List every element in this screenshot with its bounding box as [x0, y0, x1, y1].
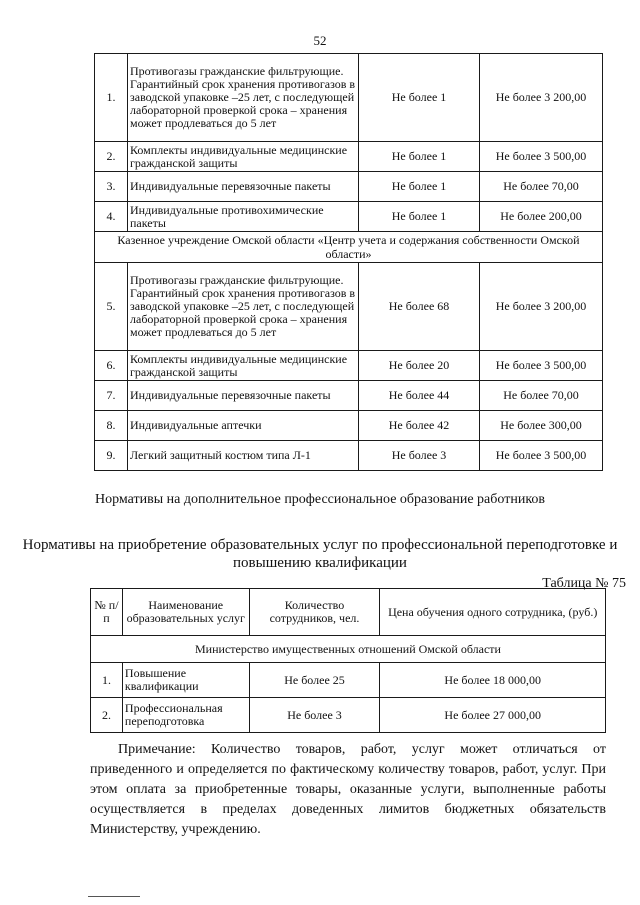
item-name: Индивидуальные перевязочные пакеты	[128, 381, 359, 411]
item-name: Противогазы гражданские фильтрующие. Гарантийный срок хранения противогазов в заводской упаковке –25 лет, с последующей лабораторной проверкой срока – хранения может продлеваться до 5 лет	[128, 263, 359, 351]
table-row	[95, 232, 603, 263]
item-price: Не более 300,00	[480, 411, 603, 441]
row-number: 2.	[91, 698, 123, 733]
item-quantity: Не более 1	[359, 142, 480, 172]
training-cost: Не более 27 000,00	[380, 698, 606, 733]
item-quantity: Не более 68	[359, 263, 480, 351]
item-name: Легкий защитный костюм типа Л-1	[128, 441, 359, 471]
organization-header: Министерство имущественных отношений Омской области	[91, 636, 606, 663]
row-number: 6.	[95, 351, 128, 381]
training-cost: Не более 18 000,00	[380, 663, 606, 698]
item-price: Не более 70,00	[480, 381, 603, 411]
row-number: 1.	[91, 663, 123, 698]
row-number: 1.	[95, 54, 128, 142]
item-price: Не более 70,00	[480, 172, 603, 202]
item-quantity: Не более 1	[359, 54, 480, 142]
table-row	[95, 54, 603, 142]
row-number: 5.	[95, 263, 128, 351]
item-quantity: Не более 1	[359, 172, 480, 202]
row-number: 7.	[95, 381, 128, 411]
item-price: Не более 3 500,00	[480, 441, 603, 471]
table-row	[95, 172, 603, 202]
service-name: Профессиональная переподготовка	[122, 698, 249, 733]
footnote-divider	[88, 896, 140, 897]
table-row	[91, 698, 606, 733]
item-name: Индивидуальные аптечки	[128, 411, 359, 441]
staff-count: Не более 3	[249, 698, 380, 733]
item-name: Противогазы гражданские фильтрующие. Гарантийный срок хранения противогазов в заводской упаковке –25 лет, с последующей лабораторной проверкой срока – хранения может продлеваться до 5 лет	[128, 54, 359, 142]
table-row	[95, 381, 603, 411]
item-price: Не более 200,00	[480, 202, 603, 232]
row-number: 2.	[95, 142, 128, 172]
item-price: Не более 3 200,00	[480, 54, 603, 142]
table-row	[95, 351, 603, 381]
item-price: Не более 3 500,00	[480, 351, 603, 381]
item-name: Индивидуальные противохимические пакеты	[128, 202, 359, 232]
education-table	[90, 588, 606, 733]
note-paragraph: Примечание: Количество товаров, работ, услуг может отличаться от приведенного и определяется по фактическому количеству товаров, работ, услуг. При этом оплата за приобретенные товары, оказанные услуги, выполненные работы осуществляется в пределах доведенных лимитов бюджетных обязательств Министерству, учреждению.	[90, 742, 606, 837]
row-number: 8.	[95, 411, 128, 441]
table-row	[95, 441, 603, 471]
table-row	[95, 142, 603, 172]
row-number: 3.	[95, 172, 128, 202]
table-row	[91, 636, 606, 663]
item-quantity: Не более 3	[359, 441, 480, 471]
page-number: 52	[313, 33, 327, 48]
item-name: Комплекты индивидуальные медицинские гражданской защиты	[128, 142, 359, 172]
column-header: Количество сотрудников, чел.	[249, 589, 380, 636]
column-header: Наименование образовательных услуг	[122, 589, 249, 636]
item-price: Не более 3 500,00	[480, 142, 603, 172]
item-quantity: Не более 42	[359, 411, 480, 441]
item-name: Комплекты индивидуальные медицинские гражданской защиты	[128, 351, 359, 381]
item-quantity: Не более 20	[359, 351, 480, 381]
table-row	[91, 663, 606, 698]
item-name: Индивидуальные перевязочные пакеты	[128, 172, 359, 202]
item-quantity: Не более 44	[359, 381, 480, 411]
table-row	[95, 202, 603, 232]
table-number-label: Таблица № 75	[542, 576, 626, 591]
staff-count: Не более 25	[249, 663, 380, 698]
section-heading: Нормативы на дополнительное профессиональное образование работников	[94, 492, 546, 507]
equipment-table	[94, 53, 603, 471]
column-header: Цена обучения одного сотрудника, (руб.)	[380, 589, 606, 636]
table-row	[95, 411, 603, 441]
subsection-heading: Нормативы на приобретение образовательных услуг по профессиональной переподготовке и повышению квалификации	[22, 537, 618, 571]
column-header: № п/п	[91, 589, 123, 636]
row-number: 9.	[95, 441, 128, 471]
organization-header: Казенное учреждение Омской области «Центр учета и содержания собственности Омской области»	[95, 232, 603, 263]
row-number: 4.	[95, 202, 128, 232]
table-row	[95, 263, 603, 351]
service-name: Повышение квалификации	[122, 663, 249, 698]
item-quantity: Не более 1	[359, 202, 480, 232]
table-header-row	[91, 589, 606, 636]
item-price: Не более 3 200,00	[480, 263, 603, 351]
